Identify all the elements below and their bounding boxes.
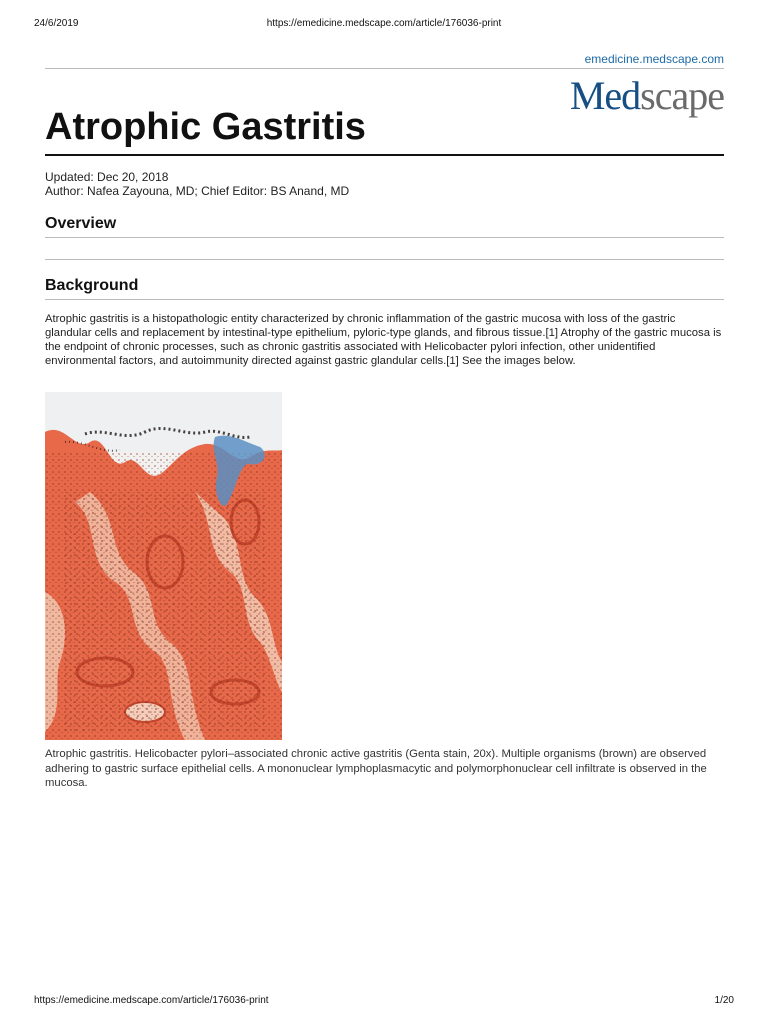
print-header-url: https://emedicine.medscape.com/article/176036-print	[266, 18, 502, 29]
medscape-logo[interactable]	[570, 72, 724, 120]
print-date: 24/6/2019	[34, 18, 79, 29]
updated-date: Updated: Dec 20, 2018	[45, 170, 169, 184]
figure-caption: Atrophic gastritis. Helicobacter pylori–associated chronic active gastritis (Genta stain, 20x). Multiple organisms (brown) are observed adhering to gastric surface epithelial cells. A mononuclear lymphoplasmacytic and polymorphonuclear cell infiltrate is observed in the mucosa.	[45, 748, 707, 789]
print-footer-url: https://emedicine.medscape.com/article/176036-print	[34, 995, 269, 1006]
section-divider	[45, 259, 724, 260]
background-paragraph: Atrophic gastritis is a histopathologic entity characterized by chronic inflammation of the gastric mucosa with loss of the gastric glandular cells and replacement by intestinal-type epithelium, pyloric-type glands, and fibrous tissue.[1] Atrophy of the gastric mucosa is the endpoint of chronic processes, such as chronic gastritis associated with Helicobacter pylori infection, other unidentified environmental factors, and autoimmunity directed against gastric glandular cells.[1] See the images below.	[45, 313, 722, 367]
section-heading-overview: Overview	[45, 215, 724, 238]
author-line: Author: Nafea Zayouna, MD; Chief Editor: BS Anand, MD	[45, 184, 350, 198]
logo-scape-text: scape	[640, 73, 724, 118]
article-meta	[45, 170, 349, 198]
title-divider	[45, 154, 724, 156]
section-heading-background: Background	[45, 277, 724, 300]
header-divider	[45, 68, 724, 69]
page-number: 1/20	[714, 995, 734, 1006]
article-title: Atrophic Gastritis	[45, 106, 366, 148]
histology-image[interactable]	[45, 392, 282, 740]
site-link[interactable]: emedicine.medscape.com	[584, 52, 724, 66]
logo-med-text: Med	[569, 73, 641, 118]
